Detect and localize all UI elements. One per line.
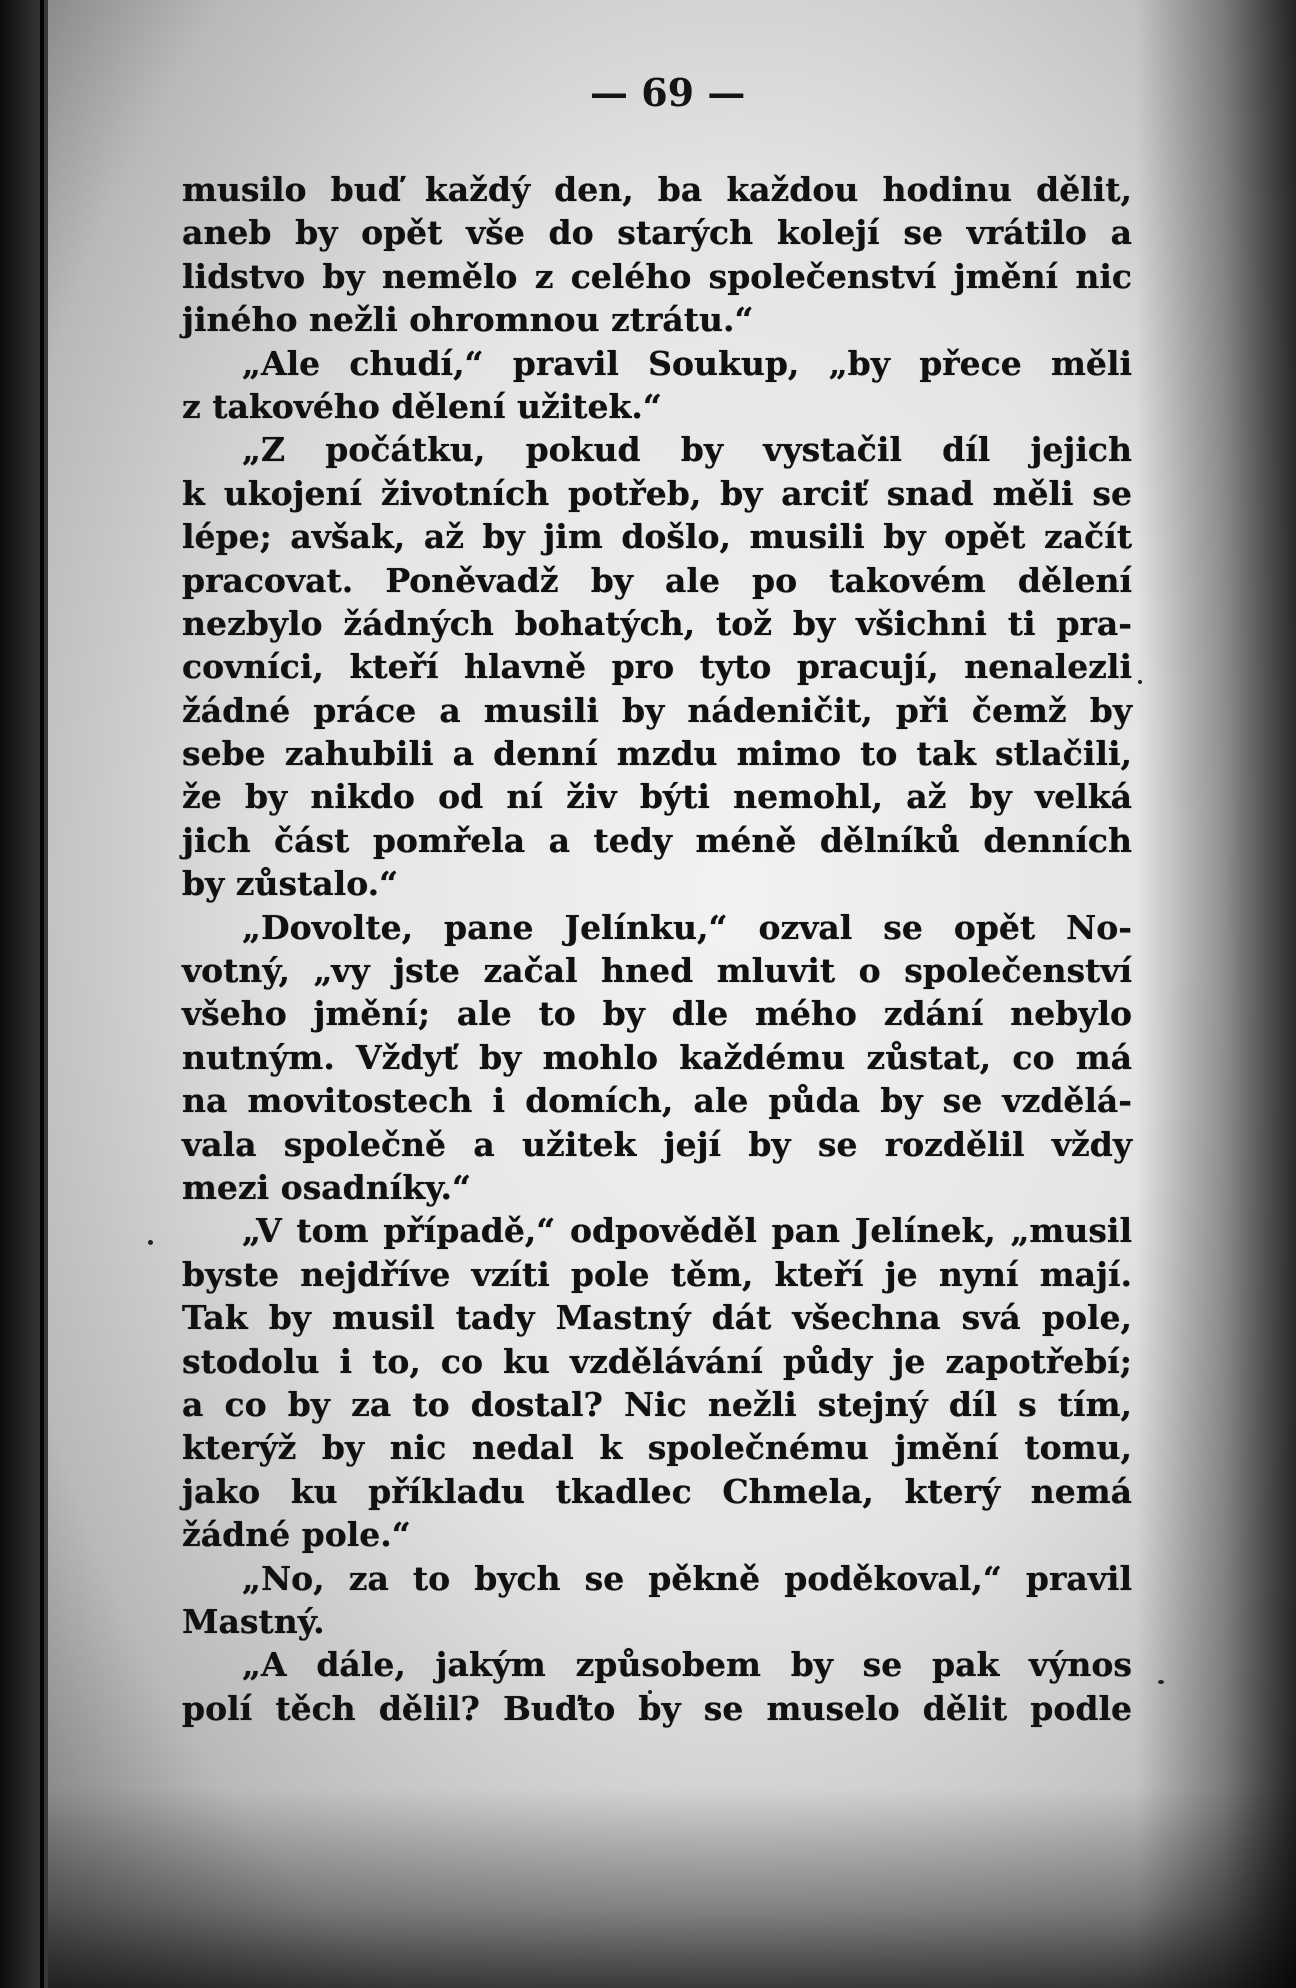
text-line: stodolu i to, co ku vzdělávání půdy je zapotřebí; — [182, 1341, 1132, 1381]
text-line: aneb by opět vše do starých kolejí se vrátilo a — [182, 213, 1132, 253]
page-number: — 69 — — [590, 70, 746, 115]
text-line: jiného nežli ohromnou ztrátu.“ — [182, 300, 754, 340]
text-line: „Dovolte, pane Jelínku,“ ozval se opět No- — [242, 907, 1132, 947]
text-line: jako ku příkladu tkadlec Chmela, který nemá — [182, 1471, 1132, 1511]
text-line: „Z počátku, pokud by vystačil díl jejich — [242, 430, 1132, 470]
print-speck — [148, 1240, 153, 1245]
text-line: pracovat. Poněvadž by ale po takovém dělení — [182, 560, 1132, 600]
text-line: a co by za to dostal? Nic nežli stejný díl s tím, — [182, 1384, 1132, 1424]
text-line: „No, za to bych se pěkně poděkoval,“ pravil — [242, 1558, 1132, 1598]
text-line: kterýž by nic nedal k společnému jmění tomu, — [182, 1428, 1132, 1468]
text-line: všeho jmění; ale to by dle mého zdání nebylo — [182, 994, 1132, 1034]
text-line: lépe; avšak, až by jim došlo, musili by opět začít — [182, 517, 1132, 557]
text-line: „Ale chudí,“ pravil Soukup, „by přece měli — [242, 343, 1132, 383]
text-line: na movitostech i domích, ale půda by se vzdělá- — [182, 1081, 1132, 1121]
print-speck — [1158, 1680, 1164, 1684]
page-shadow — [48, 1788, 1296, 1988]
text-line: Tak by musil tady Mastný dát všechna svá pole, — [182, 1298, 1132, 1338]
text-line: žádné práce a musili by nádeničit, při čemž by — [182, 690, 1132, 730]
text-line: polí těch dělil? Buďto by se muselo dělit podle — [182, 1688, 1132, 1728]
binding-line — [40, 0, 44, 1988]
text-line: žádné pole.“ — [182, 1515, 411, 1555]
text-line: nezbylo žádných bohatých, tož by všichni ti pra- — [182, 603, 1132, 643]
body-text — [182, 168, 1132, 1730]
text-line: musilo buď každý den, ba každou hodinu dělit, — [182, 170, 1132, 209]
text-line: jich část pomřela a tedy méně dělníků denních — [182, 820, 1132, 860]
page-shadow — [1136, 0, 1296, 1988]
text-line: covníci, kteří hlavně pro tyto pracují, nenalezli — [182, 647, 1132, 687]
text-line: vala společně a užitek její by se rozdělil vždy — [182, 1124, 1132, 1164]
text-line: z takového dělení užitek.“ — [182, 386, 662, 426]
text-line: nutným. Vždyť by mohlo každému zůstat, co má — [182, 1037, 1132, 1077]
print-speck — [1138, 680, 1142, 684]
text-line: byste nejdříve vzíti pole těm, kteří je nyní mají. — [182, 1254, 1132, 1294]
text-line: votný, „vy jste začal hned mluvit o společenství — [182, 951, 1132, 991]
text-line: lidstvo by nemělo z celého společenství jmění nic — [182, 256, 1132, 296]
text-line: k ukojení životních potřeb, by arciť snad měli se — [182, 473, 1132, 513]
text-line: že by nikdo od ní živ býti nemohl, až by velká — [182, 777, 1132, 817]
text-line: „A dále, jakým způsobem by se pak výnos — [242, 1645, 1132, 1685]
text-line: Mastný. — [182, 1601, 325, 1641]
text-line: by zůstalo.“ — [182, 864, 399, 904]
text-line: „V tom případě,“ odpověděl pan Jelínek, „musil — [242, 1211, 1132, 1251]
text-line: sebe zahubili a denní mzdu mimo to tak stlačili, — [182, 734, 1132, 774]
text-line: mezi osadníky.“ — [182, 1167, 471, 1207]
